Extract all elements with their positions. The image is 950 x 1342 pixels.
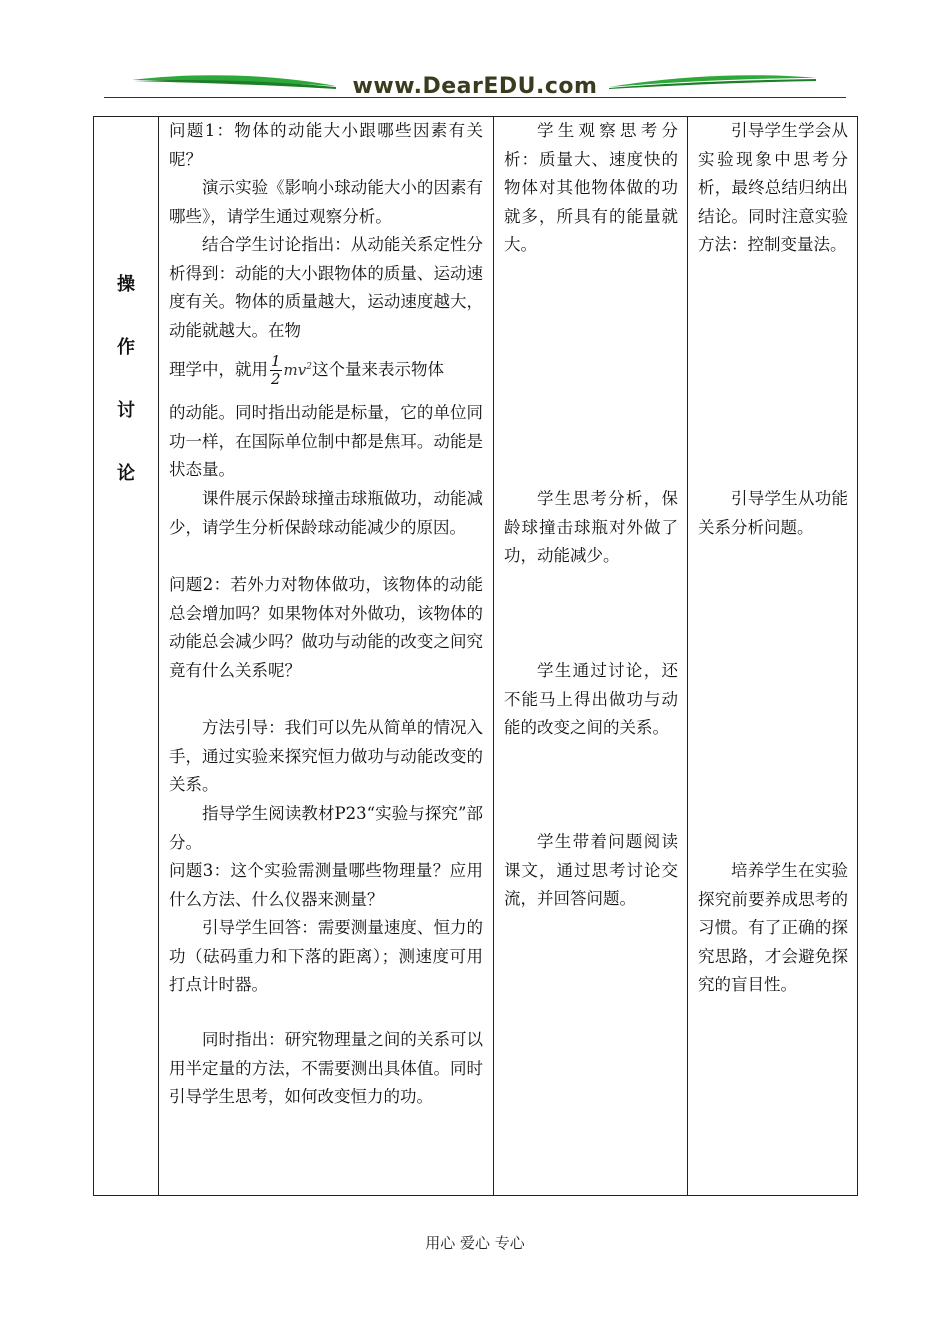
formula-exponent: 2 — [306, 362, 312, 372]
page-footer: 用心 爱心 专心 — [425, 1234, 525, 1252]
teacher-activity-cell — [159, 117, 494, 1196]
fraction-formula — [270, 353, 282, 388]
student-response-4: 学生带着问题阅读课文，通过思考讨论交流，并回答问题。 — [504, 832, 678, 909]
answer-guide-text: 引导学生回答：需要测量速度、恒力的功（砝码重力和下落的距离）；测速度可用打点计时器。 — [169, 918, 483, 995]
formula-mv — [284, 361, 312, 379]
formula-line-pre: 理学中，就用 — [169, 360, 268, 379]
formula-line — [169, 345, 483, 392]
question-1: 问题1：物体的动能大小跟哪些因素有关呢？ — [169, 121, 483, 169]
method-guide-text: 方法引导：我们可以先从简单的情况入手，通过实验来探究恒力做功与动能改变的关系。 — [169, 718, 483, 795]
question-2: 问题2：若外力对物体做功，该物体的动能总会增加吗？如果物体对外做功，该物体的动能总会减少吗？做功与动能的改变之间究竟有什么关系呢？ — [169, 575, 483, 680]
side-label-char: 操 — [117, 274, 135, 295]
formula-body: mv — [283, 361, 307, 379]
kinetic-energy-definition-text: 的动能。同时指出动能是标量，它的单位同功一样，在国际单位制中都是焦耳。动能是状态量。 — [169, 403, 483, 480]
design-intent-2: 引导学生从功能关系分析问题。 — [698, 489, 848, 537]
table-row — [94, 117, 858, 1196]
semi-quantitative-text: 同时指出：研究物理量之间的关系可以用半定量的方法，不需要测出具体值。同时引导学生思考，如何改变恒力的功。 — [169, 1030, 483, 1107]
fraction-numerator: 1 — [271, 352, 281, 370]
bowling-demo-text: 课件展示保龄球撞击球瓶做功，动能减少，请学生分析保龄球动能减少的原因。 — [169, 489, 483, 537]
student-activity-cell — [494, 117, 688, 1196]
header-rule — [104, 97, 846, 98]
question-3: 问题3：这个实验需测量哪些物理量？应用什么方法、什么仪器来测量？ — [169, 861, 483, 909]
side-label-char: 讨 — [117, 400, 135, 421]
logo-text: www.DearEDU.com — [352, 74, 598, 99]
student-response-3: 学生通过讨论，还不能马上得出做功与动能的改变之间的关系。 — [504, 661, 678, 738]
side-label-char: 作 — [117, 337, 135, 358]
student-response-1: 学生观察思考分析：质量大、速度快的物体对其他物体做的功就多，所具有的能量就大。 — [504, 121, 678, 255]
demo-experiment-text: 演示实验《影响小球动能大小的因素有哪些》，请学生通过观察分析。 — [169, 178, 483, 226]
design-intent-1: 引导学生学会从实验现象中思考分析，最终总结归纳出结论。同时注意实验方法：控制变量法。 — [698, 121, 848, 255]
student-response-2: 学生思考分析，保龄球撞击球瓶对外做了功，动能减少。 — [504, 489, 678, 566]
discussion-summary-text: 结合学生讨论指出：从动能关系定性分析得到：动能的大小跟物体的质量、运动速度有关。物体的质量越大，运动速度越大，动能就越大。在物 — [169, 235, 483, 340]
side-label-cell — [94, 117, 159, 1196]
side-label-char: 论 — [117, 463, 135, 484]
lesson-table — [93, 116, 858, 1196]
design-intent-cell — [688, 117, 858, 1196]
design-intent-3: 培养学生在实验探究前要养成思考的习惯。有了正确的探究思路，才会避免探究的盲目性。 — [698, 861, 848, 995]
formula-line-post: 这个量来表示物体 — [311, 360, 444, 379]
fraction-denominator: 2 — [271, 370, 281, 388]
reading-guide-text: 指导学生阅读教材P23“实验与探究”部分。 — [169, 804, 483, 852]
